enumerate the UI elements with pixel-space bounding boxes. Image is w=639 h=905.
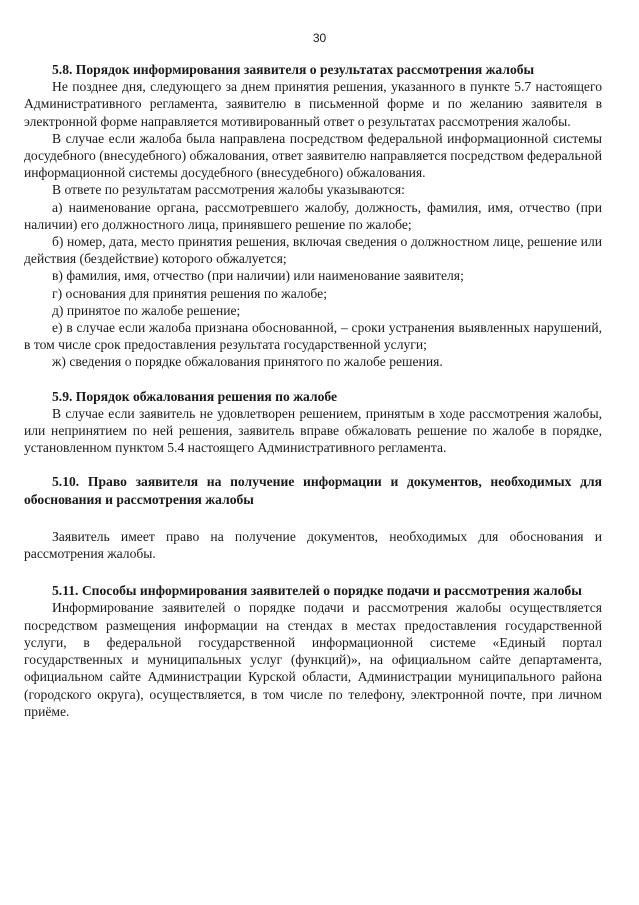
paragraph: Информирование заявителей о порядке подачи и рассмотрения жалобы осуществляется посредством размещения информации на стендах в местах предоставления государственной услуги, в федеральной государственной информационной системе «Единый портал государственных и муниципальных услуг (функций)», на официальном сайте департамента, официальном сайте Администрации Курской области, Администрации муниципального района (городского округа), осуществляется, в том числе по телефону, электронной почте, при личном приёме. bbox=[24, 600, 602, 719]
section-heading: 5.10. Право заявителя на получение информации и документов, необходимых для обоснования и рассмотрения жалобы bbox=[24, 474, 602, 507]
page-number: 30 bbox=[312, 31, 327, 45]
paragraph: Не позднее дня, следующего за днем принятия решения, указанного в пункте 5.7 настоящего Административного регламента, заявителю в письменной форме и по желанию заявителя в электронной форме направляется мотивированный ответ о результатах рассмотрения жалобы. bbox=[24, 79, 602, 129]
list-item: г) основания для принятия решения по жалобе; bbox=[52, 285, 327, 301]
paragraph: В случае если жалоба была направлена посредством федеральной информационной системы досудебного (внесудебного) обжалования, ответ заявителю направляется посредством федеральной информационной системы досудебного (внесудебного) обжалования. bbox=[24, 130, 602, 181]
list-item: а) наименование органа, рассмотревшего жалобу, должность, фамилия, имя, отчество (при наличии) его должностного лица, принявшего решение по жалобе; bbox=[24, 199, 602, 232]
list-item: б) номер, дата, место принятия решения, включая сведения о должностном лице, решение или действия (бездействие) которого обжалуется; bbox=[24, 234, 602, 267]
section-5-10 bbox=[24, 473, 602, 562]
section-5-8 bbox=[24, 61, 602, 371]
list-item: е) в случае если жалоба признана обоснованной, – сроки устранения выявленных нарушений, в том числе срок предоставления результата государственной услуги; bbox=[24, 320, 602, 353]
section-heading: 5.8. Порядок информирования заявителя о результатах рассмотрения жалобы bbox=[52, 62, 535, 77]
paragraph: Заявитель имеет право на получение документов, необходимых для обоснования и рассмотрения жалобы. bbox=[24, 528, 602, 562]
section-5-11 bbox=[24, 582, 602, 720]
document-body bbox=[24, 61, 602, 720]
section-heading: 5.11. Способы информирования заявителей о порядке подачи и рассмотрения жалобы bbox=[52, 583, 582, 599]
list-item: в) фамилия, имя, отчество (при наличии) или наименование заявителя; bbox=[52, 268, 464, 284]
section-heading: 5.9. Порядок обжалования решения по жалобе bbox=[52, 388, 338, 404]
paragraph: В случае если заявитель не удовлетворен решением, принятым в ходе рассмотрения жалобы, или непринятием по ней решения, заявитель вправе обжаловать решение по жалобе в порядке, установленном пунктом 5.4 настоящего Административного регламента. bbox=[24, 405, 602, 456]
list-item: д) принятое по жалобе решение; bbox=[52, 302, 241, 318]
paragraph: В ответе по результатам рассмотрения жалобы указываются: bbox=[52, 182, 405, 198]
section-5-9 bbox=[24, 388, 602, 457]
list-item: ж) сведения о порядке обжалования принятого по жалобе решения. bbox=[52, 354, 443, 370]
